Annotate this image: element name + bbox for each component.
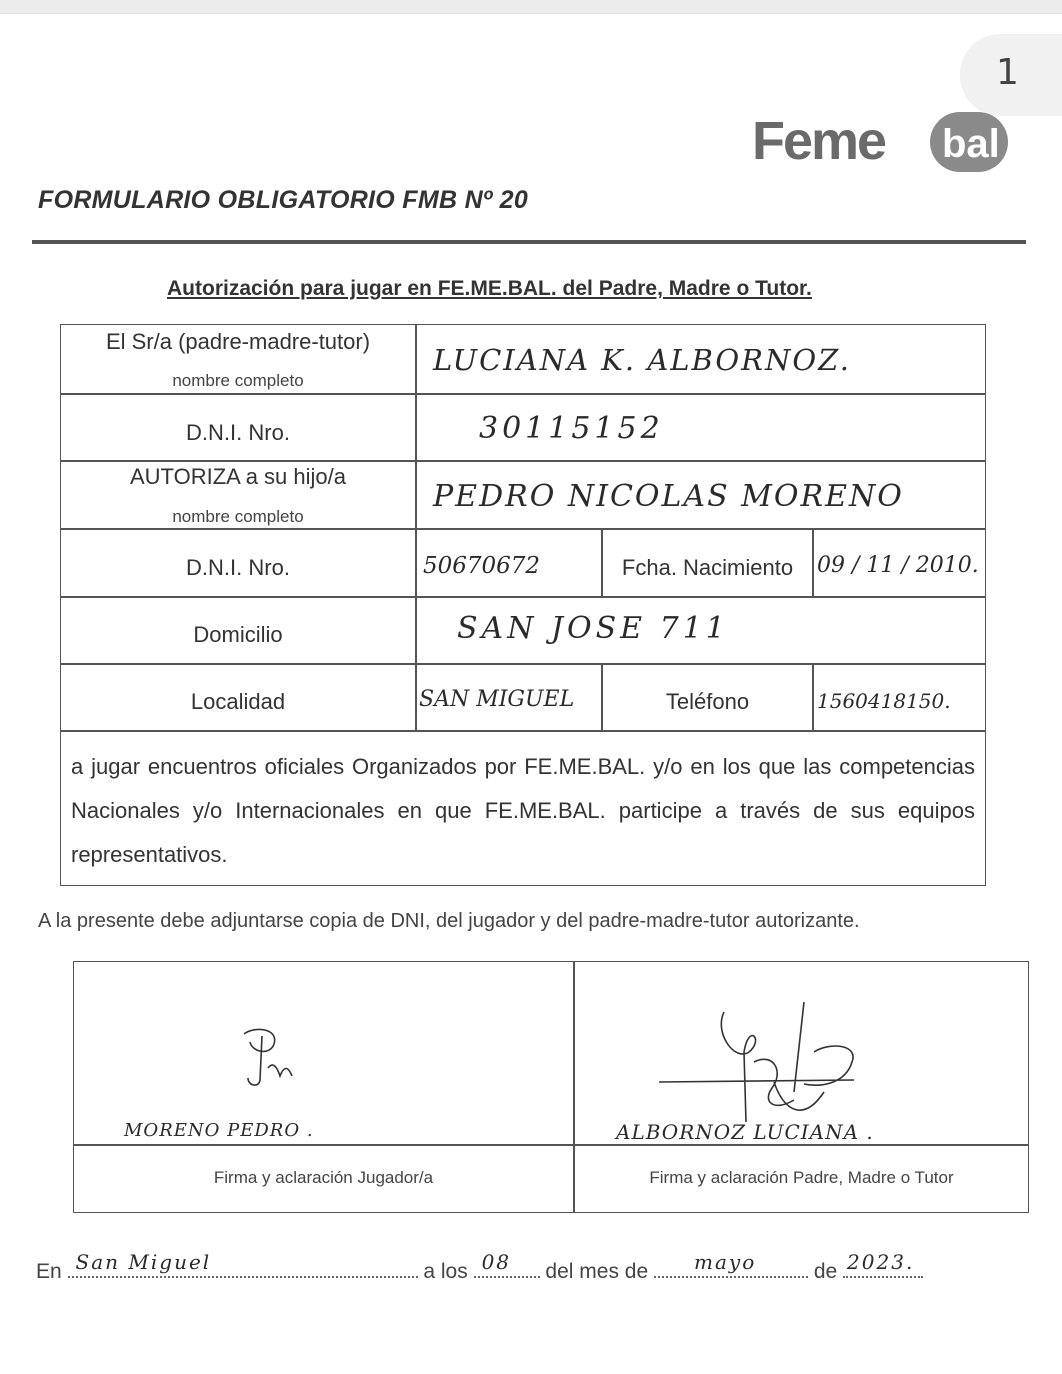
parent-sublabel: nombre completo xyxy=(172,371,304,390)
city-label: Localidad xyxy=(190,689,286,714)
day-field[interactable] xyxy=(474,1250,540,1278)
child-label: AUTORIZA a su hijo/a xyxy=(129,464,346,489)
footer-year-label: de xyxy=(813,1260,838,1283)
child-sublabel: nombre completo xyxy=(172,507,304,526)
form-title: FORMULARIO OBLIGATORIO FMB Nº 20 xyxy=(38,186,529,214)
top-strip xyxy=(0,0,1062,14)
attachment-note: A la presente debe adjuntarse copia de DNI, del jugador y del padre-madre-tutor autorizante. xyxy=(38,910,860,932)
parent-signature-caption: Firma y aclaración Padre, Madre o Tutor xyxy=(649,1168,954,1187)
player-signature-icon[interactable] xyxy=(234,1022,324,1092)
year-value: 2023. xyxy=(847,1250,915,1274)
address-label: Domicilio xyxy=(193,622,283,647)
page-number: 1 xyxy=(996,52,1019,93)
footer-date-line xyxy=(36,1250,923,1284)
signature-table xyxy=(73,961,1029,1213)
address-value[interactable]: SAN JOSE 711 xyxy=(457,611,729,646)
child-name-value[interactable]: PEDRO NICOLAS MORENO xyxy=(433,479,904,514)
child-dni-value[interactable]: 50670672 xyxy=(423,553,541,579)
footer-day-label: a los xyxy=(423,1260,468,1283)
phone-value[interactable]: 1560418150. xyxy=(817,689,951,713)
femebal-logo xyxy=(752,106,1016,180)
authorization-table xyxy=(60,324,986,886)
place-field[interactable] xyxy=(68,1250,418,1278)
parent-dni-label: D.N.I. Nro. xyxy=(186,420,290,445)
month-field[interactable] xyxy=(654,1250,808,1278)
player-name-value[interactable]: MORENO PEDRO . xyxy=(124,1120,314,1141)
footer-en-label: En xyxy=(36,1260,62,1283)
birth-date-value[interactable]: 09 / 11 / 2010. xyxy=(817,553,979,578)
child-dni-label: D.N.I. Nro. xyxy=(186,555,290,580)
birth-date-label: Fcha. Nacimiento xyxy=(621,555,794,580)
signature-divider xyxy=(74,1144,1028,1146)
place-value: San Miguel xyxy=(75,1250,212,1274)
authorization-paragraph: a jugar encuentros oficiales Organizados por FE.ME.BAL. y/o en los que las competencias Nacionales y/o Internacionales en que FE.ME.BAL. participe a través de sus equipos representativos. xyxy=(71,754,975,867)
phone-label: Teléfono xyxy=(665,689,750,714)
table-divider xyxy=(415,325,417,730)
table-divider xyxy=(61,528,985,530)
table-divider xyxy=(61,730,985,732)
city-value[interactable]: SAN MIGUEL xyxy=(419,687,575,712)
table-divider xyxy=(61,393,985,395)
table-divider xyxy=(61,460,985,462)
table-divider xyxy=(61,596,985,598)
player-signature-caption: Firma y aclaración Jugador/a xyxy=(213,1168,434,1187)
table-divider xyxy=(812,528,814,596)
day-value: 08 xyxy=(481,1250,512,1274)
month-value: mayo xyxy=(694,1250,757,1274)
table-divider xyxy=(812,663,814,730)
form-subtitle: Autorización para jugar en FE.ME.BAL. del Padre, Madre o Tutor. xyxy=(167,277,812,300)
year-field[interactable] xyxy=(843,1250,923,1278)
parent-dni-value[interactable]: 30115152 xyxy=(479,411,664,446)
parent-signature-name-value[interactable]: ALBORNOZ LUCIANA . xyxy=(616,1120,874,1144)
table-divider xyxy=(61,663,985,665)
logo-ball-text: bal xyxy=(942,122,1000,166)
parent-label: El Sr/a (padre-madre-tutor) xyxy=(105,329,371,354)
title-rule xyxy=(32,240,1026,244)
footer-month-label: del mes de xyxy=(545,1260,649,1283)
parent-name-value[interactable]: LUCIANA K. ALBORNOZ. xyxy=(433,343,852,377)
logo-text: Feme xyxy=(752,111,886,171)
